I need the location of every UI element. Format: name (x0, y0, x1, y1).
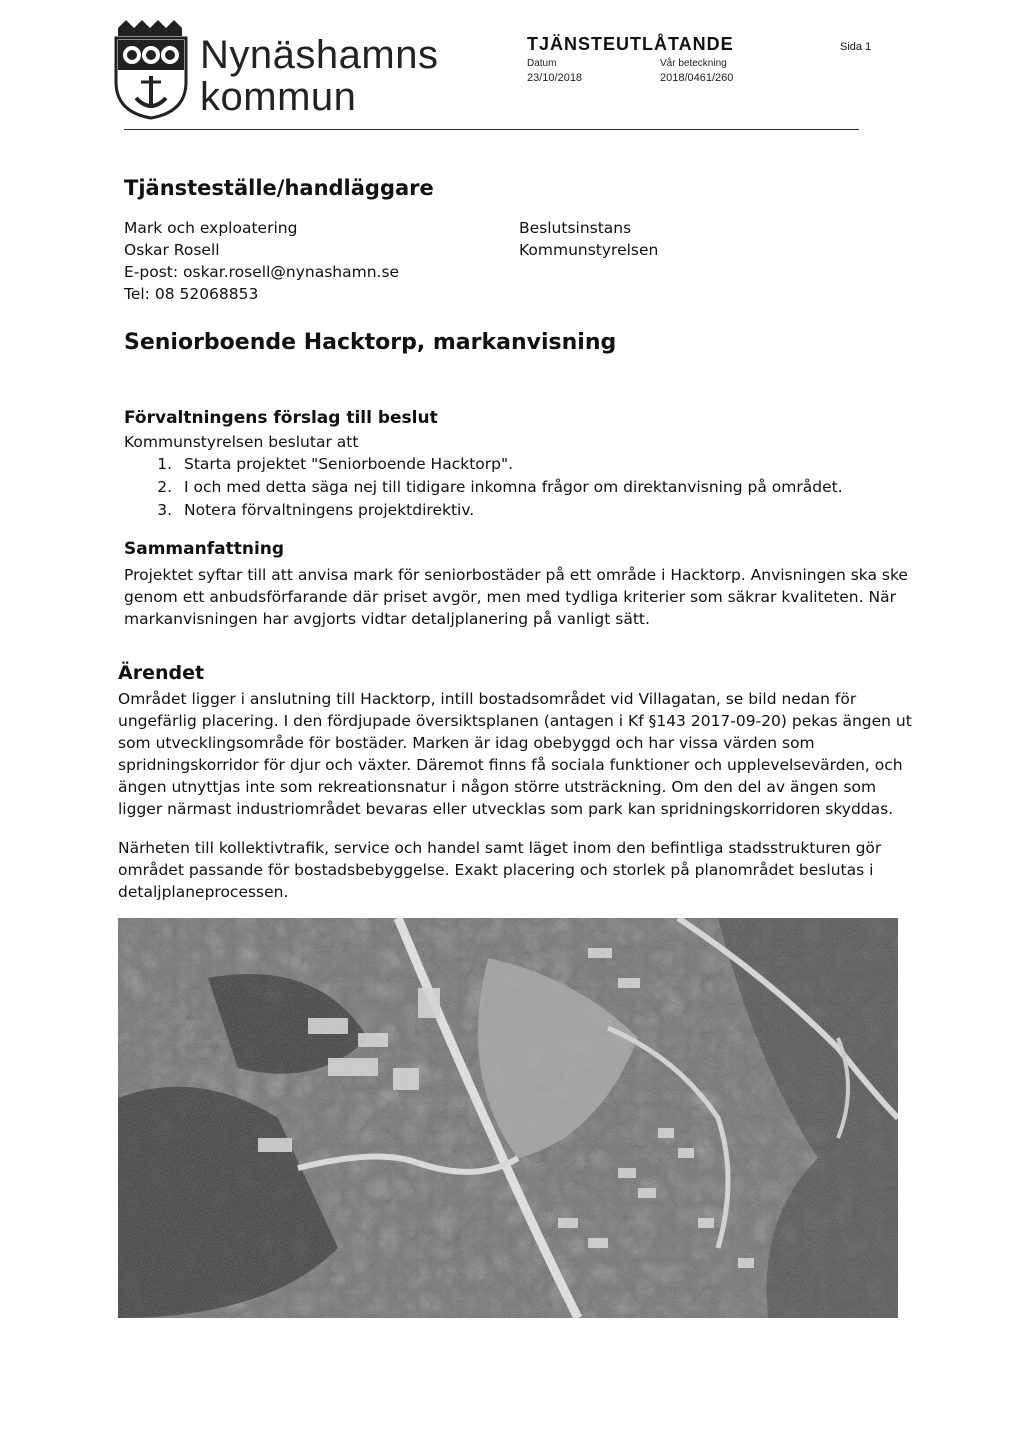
matter-paragraph-1 (118, 688, 912, 820)
page-number: Sida 1 (840, 41, 872, 53)
matter-line: spridningskorridor för djur och växter. Däremot finns få sociala funktioner och upplevelsevärden, och (118, 756, 903, 774)
list-item-text: I och med detta säga nej till tidigare inkomna frågor om direktanvisning på området. (184, 478, 843, 496)
decision-body-value: Kommunstyrelsen (519, 241, 659, 259)
aerial-photo (118, 918, 898, 1318)
summary-line: genom ett anbudsförfarande där priset avgör, men med tydliga kriterier som säkrar kvaliteten. När (124, 588, 896, 606)
officer-department: Mark och exploatering (124, 219, 298, 237)
matter-line: detaljplaneprocessen. (118, 883, 289, 901)
reference-label: Vår beteckning (660, 58, 727, 69)
matter-line: ungefärlig placering. I den fördjupade översiktsplanen (antagen i Kf §143 2017-09-20) pekas ängen ut (118, 712, 912, 730)
proposal-list (124, 453, 843, 522)
matter-paragraph-2 (118, 837, 881, 903)
matter-line: ligger närmast industriområdet bevaras eller utvecklas som park kan spridningskorridoren skyddas. (118, 800, 894, 818)
list-item-text: Starta projektet "Seniorboende Hacktorp". (184, 455, 514, 473)
officer-email: E-post: oskar.rosell@nynashamn.se (124, 263, 400, 281)
proposal-intro: Kommunstyrelsen beslutar att (124, 433, 359, 451)
municipality-name (200, 34, 438, 118)
proposal-heading: Förvaltningens förslag till beslut (124, 408, 438, 428)
aerial-photo-graphic (118, 918, 898, 1318)
matter-line: ängen utnyttjas inte som rekreationsnatur i någon större utsträckning. Om den del av ängen som (118, 778, 877, 796)
summary-heading: Sammanfattning (124, 539, 285, 559)
officer-heading: Tjänsteställe/handläggare (124, 176, 434, 200)
matter-line: området passande för bostadsbebyggelse. Exakt placering och storlek på planområdet beslutas i (118, 861, 874, 879)
decision-body-label: Beslutsinstans (519, 219, 632, 237)
list-item-number: 3. (157, 501, 172, 519)
brand-line-1: Nynäshamns (200, 33, 439, 77)
matter-line: Närheten till kollektivtrafik, service och handel samt läget inom den befintliga stadsstrukturen gör (118, 839, 882, 857)
date-value: 23/10/2018 (527, 72, 583, 84)
header-divider (124, 129, 859, 130)
list-item-number: 2. (157, 478, 172, 496)
matter-line: som utvecklingsområde för bostäder. Marken är idag obebyggd och har vissa värden som (118, 734, 815, 752)
list-item (124, 476, 843, 499)
officer-block (124, 217, 399, 305)
decision-body-block (519, 217, 658, 261)
list-item (124, 499, 843, 522)
crest-logo (112, 20, 190, 120)
officer-phone: Tel: 08 52068853 (124, 285, 259, 303)
list-item-number: 1. (157, 455, 172, 473)
date-label: Datum (527, 58, 557, 69)
list-item (124, 453, 843, 476)
matter-line: Området ligger i anslutning till Hacktorp, intill bostadsområdet vid Villagatan, se bild nedan för (118, 690, 857, 708)
summary-text (124, 564, 908, 630)
officer-name: Oskar Rosell (124, 241, 220, 259)
document-type: TJÄNSTEUTLÅTANDE (527, 34, 734, 54)
list-item-text: Notera förvaltningens projektdirektiv. (184, 501, 475, 519)
matter-heading: Ärendet (118, 662, 205, 684)
document-title: Seniorboende Hacktorp, markanvisning (124, 330, 617, 355)
summary-line: Projektet syftar till att anvisa mark för seniorbostäder på ett område i Hacktorp. Anvisningen ska ske (124, 566, 908, 584)
reference-value: 2018/0461/260 (660, 72, 734, 84)
summary-line: markanvisningen har avgjorts vidtar detaljplanering på vanligt sätt. (124, 610, 650, 628)
brand-line-2: kommun (200, 75, 357, 119)
